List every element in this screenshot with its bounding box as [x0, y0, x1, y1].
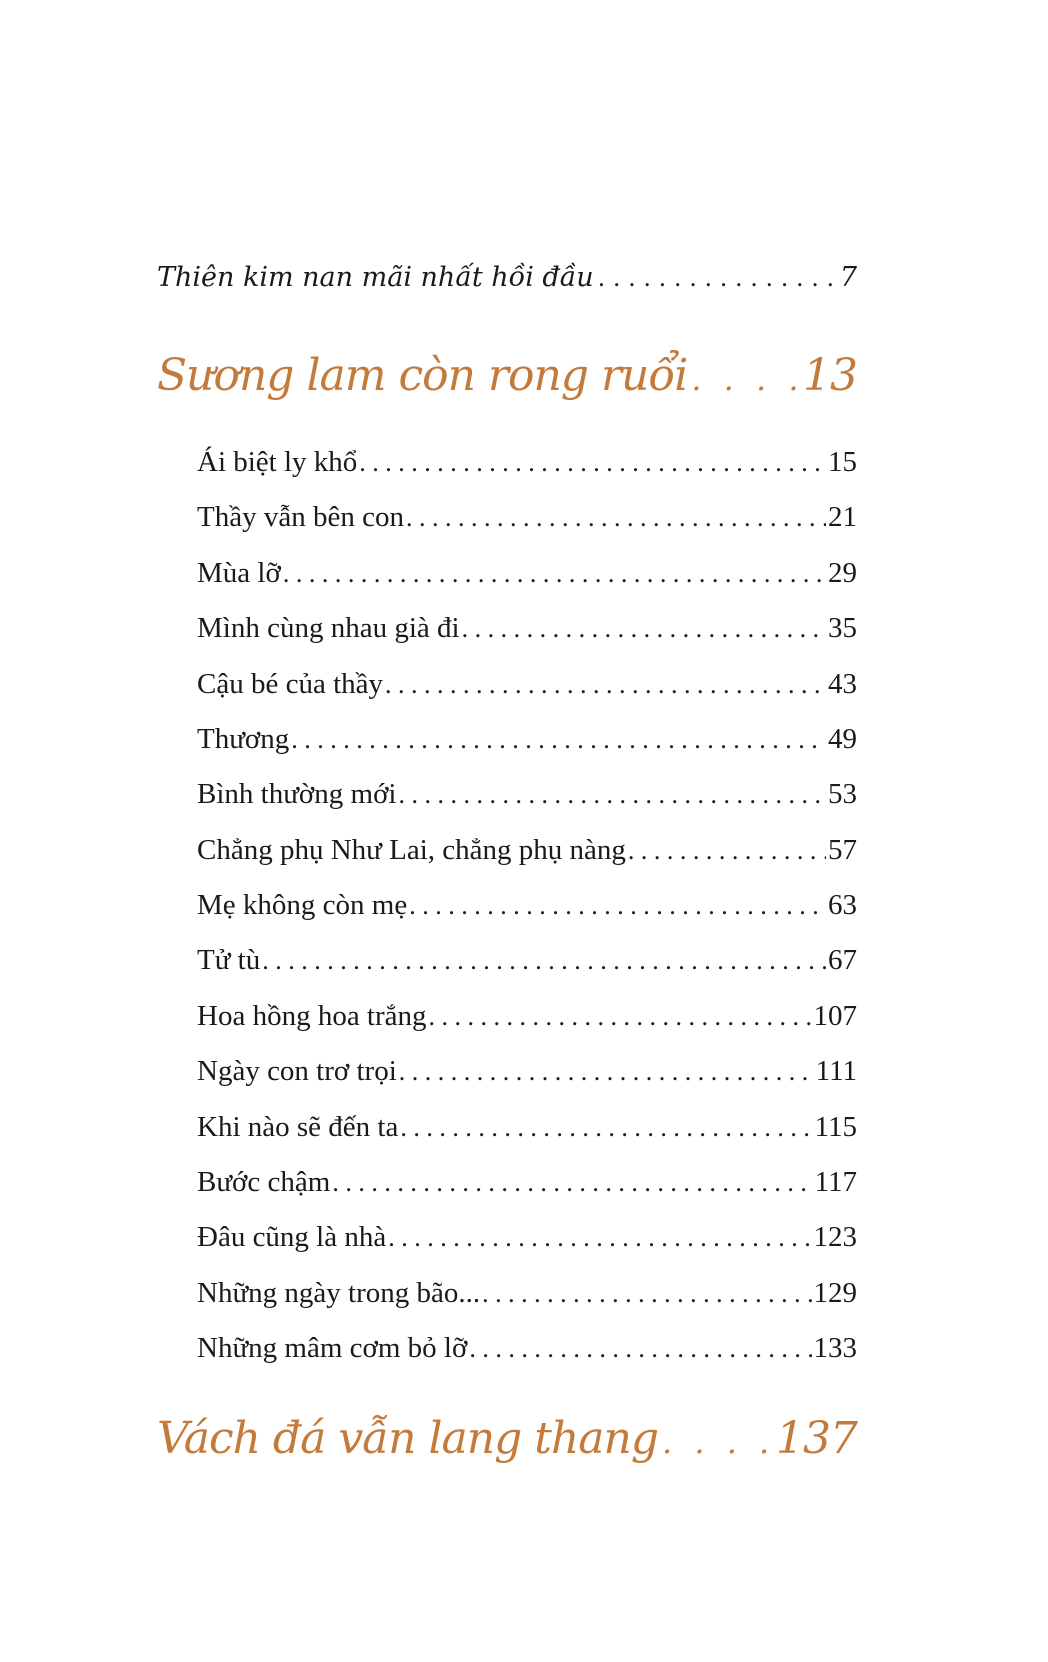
dot-leader: [262, 946, 826, 976]
toc-entry[interactable]: [197, 1111, 857, 1144]
toc-entry[interactable]: [197, 1055, 857, 1088]
entry-page: 15: [828, 446, 857, 478]
dot-leader: [399, 1057, 814, 1087]
entry-page: 107: [813, 1000, 857, 1032]
entry-title: Bình thường mới: [197, 778, 397, 810]
section-title: Vách đá vẫn lang thang: [157, 1413, 659, 1464]
entry-title: Khi nào sẽ đến ta: [197, 1111, 399, 1143]
entry-title: Chẳng phụ Như Lai, chẳng phụ nàng: [197, 834, 626, 866]
dot-leader: [359, 448, 826, 478]
entry-title: Hoa hồng hoa trắng: [197, 1000, 427, 1032]
entry-page: 49: [828, 723, 857, 755]
toc-entry[interactable]: [197, 778, 857, 811]
dot-leader: [462, 614, 826, 644]
entry-page: 133: [813, 1332, 857, 1364]
section-title: Sương lam còn rong ruổi: [157, 350, 688, 401]
entry-title: Thiên kim nan mãi nhất hồi đầu: [157, 262, 594, 293]
entry-title: Mùa lỡ: [197, 557, 281, 589]
section-page: 137: [776, 1413, 857, 1464]
entry-title: Ái biệt ly khổ: [197, 446, 358, 478]
toc-entry[interactable]: [197, 1000, 857, 1033]
entry-title: Tử tù: [197, 944, 261, 976]
entry-title: Ngày con trơ trọi: [197, 1055, 397, 1087]
toc-section-heading[interactable]: [157, 350, 857, 401]
entry-page: 63: [828, 889, 857, 921]
dot-leader: [469, 1334, 811, 1364]
entry-title: Bước chậm: [197, 1166, 331, 1198]
entry-title: Những mâm cơm bỏ lỡ: [197, 1332, 468, 1364]
toc-entry[interactable]: [197, 1166, 857, 1199]
entry-title: Mẹ không còn mẹ: [197, 889, 408, 921]
dot-leader: [406, 503, 826, 533]
entry-page: 29: [828, 557, 857, 589]
entry-title: Cậu bé của thầy: [197, 668, 384, 700]
entry-title: Những ngày trong bão...: [197, 1277, 481, 1309]
toc-entry[interactable]: [197, 1332, 857, 1365]
toc-entry[interactable]: [197, 834, 857, 867]
dot-leader: [482, 1279, 811, 1309]
dot-leader: [283, 559, 826, 589]
entry-page: 53: [828, 778, 857, 810]
dot-leader: [662, 1423, 772, 1461]
toc-entry[interactable]: [197, 501, 857, 534]
toc-section-heading[interactable]: [157, 1413, 857, 1464]
dot-leader: [332, 1168, 812, 1198]
dot-leader: [598, 264, 836, 292]
entry-page: 43: [828, 668, 857, 700]
entry-title: Đâu cũng là nhà: [197, 1221, 387, 1253]
dot-leader: [691, 360, 799, 398]
dot-leader: [400, 1113, 812, 1143]
dot-leader: [429, 1002, 812, 1032]
toc-entry[interactable]: [197, 944, 857, 977]
dot-leader: [291, 725, 826, 755]
dot-leader: [398, 780, 826, 810]
toc-entry[interactable]: [197, 668, 857, 701]
toc-entry[interactable]: [197, 889, 857, 922]
dot-leader: [409, 891, 826, 921]
entry-title: Thương: [197, 723, 290, 755]
dot-leader: [385, 670, 826, 700]
entry-page: 129: [813, 1277, 857, 1309]
toc-entry[interactable]: [197, 612, 857, 645]
dot-leader: [388, 1223, 811, 1253]
entry-page: 7: [839, 262, 857, 293]
entry-page: 115: [814, 1111, 857, 1143]
toc-entry[interactable]: [197, 1277, 857, 1310]
entry-title: Thầy vẫn bên con: [197, 501, 404, 533]
entry-page: 21: [828, 501, 857, 533]
toc-entry-intro[interactable]: [157, 262, 857, 293]
toc-entry[interactable]: [197, 557, 857, 590]
entry-title: Mình cùng nhau già đi: [197, 612, 460, 644]
entry-page: 35: [828, 612, 857, 644]
dot-leader: [628, 836, 826, 866]
toc-entry[interactable]: [197, 723, 857, 756]
entry-page: 67: [828, 944, 857, 976]
entry-page: 117: [814, 1166, 857, 1198]
toc-entry[interactable]: [197, 1221, 857, 1254]
toc-entry[interactable]: [197, 446, 857, 479]
entry-page: 111: [815, 1055, 857, 1087]
section-page: 13: [803, 350, 857, 401]
entry-page: 57: [828, 834, 857, 866]
entry-page: 123: [813, 1221, 857, 1253]
